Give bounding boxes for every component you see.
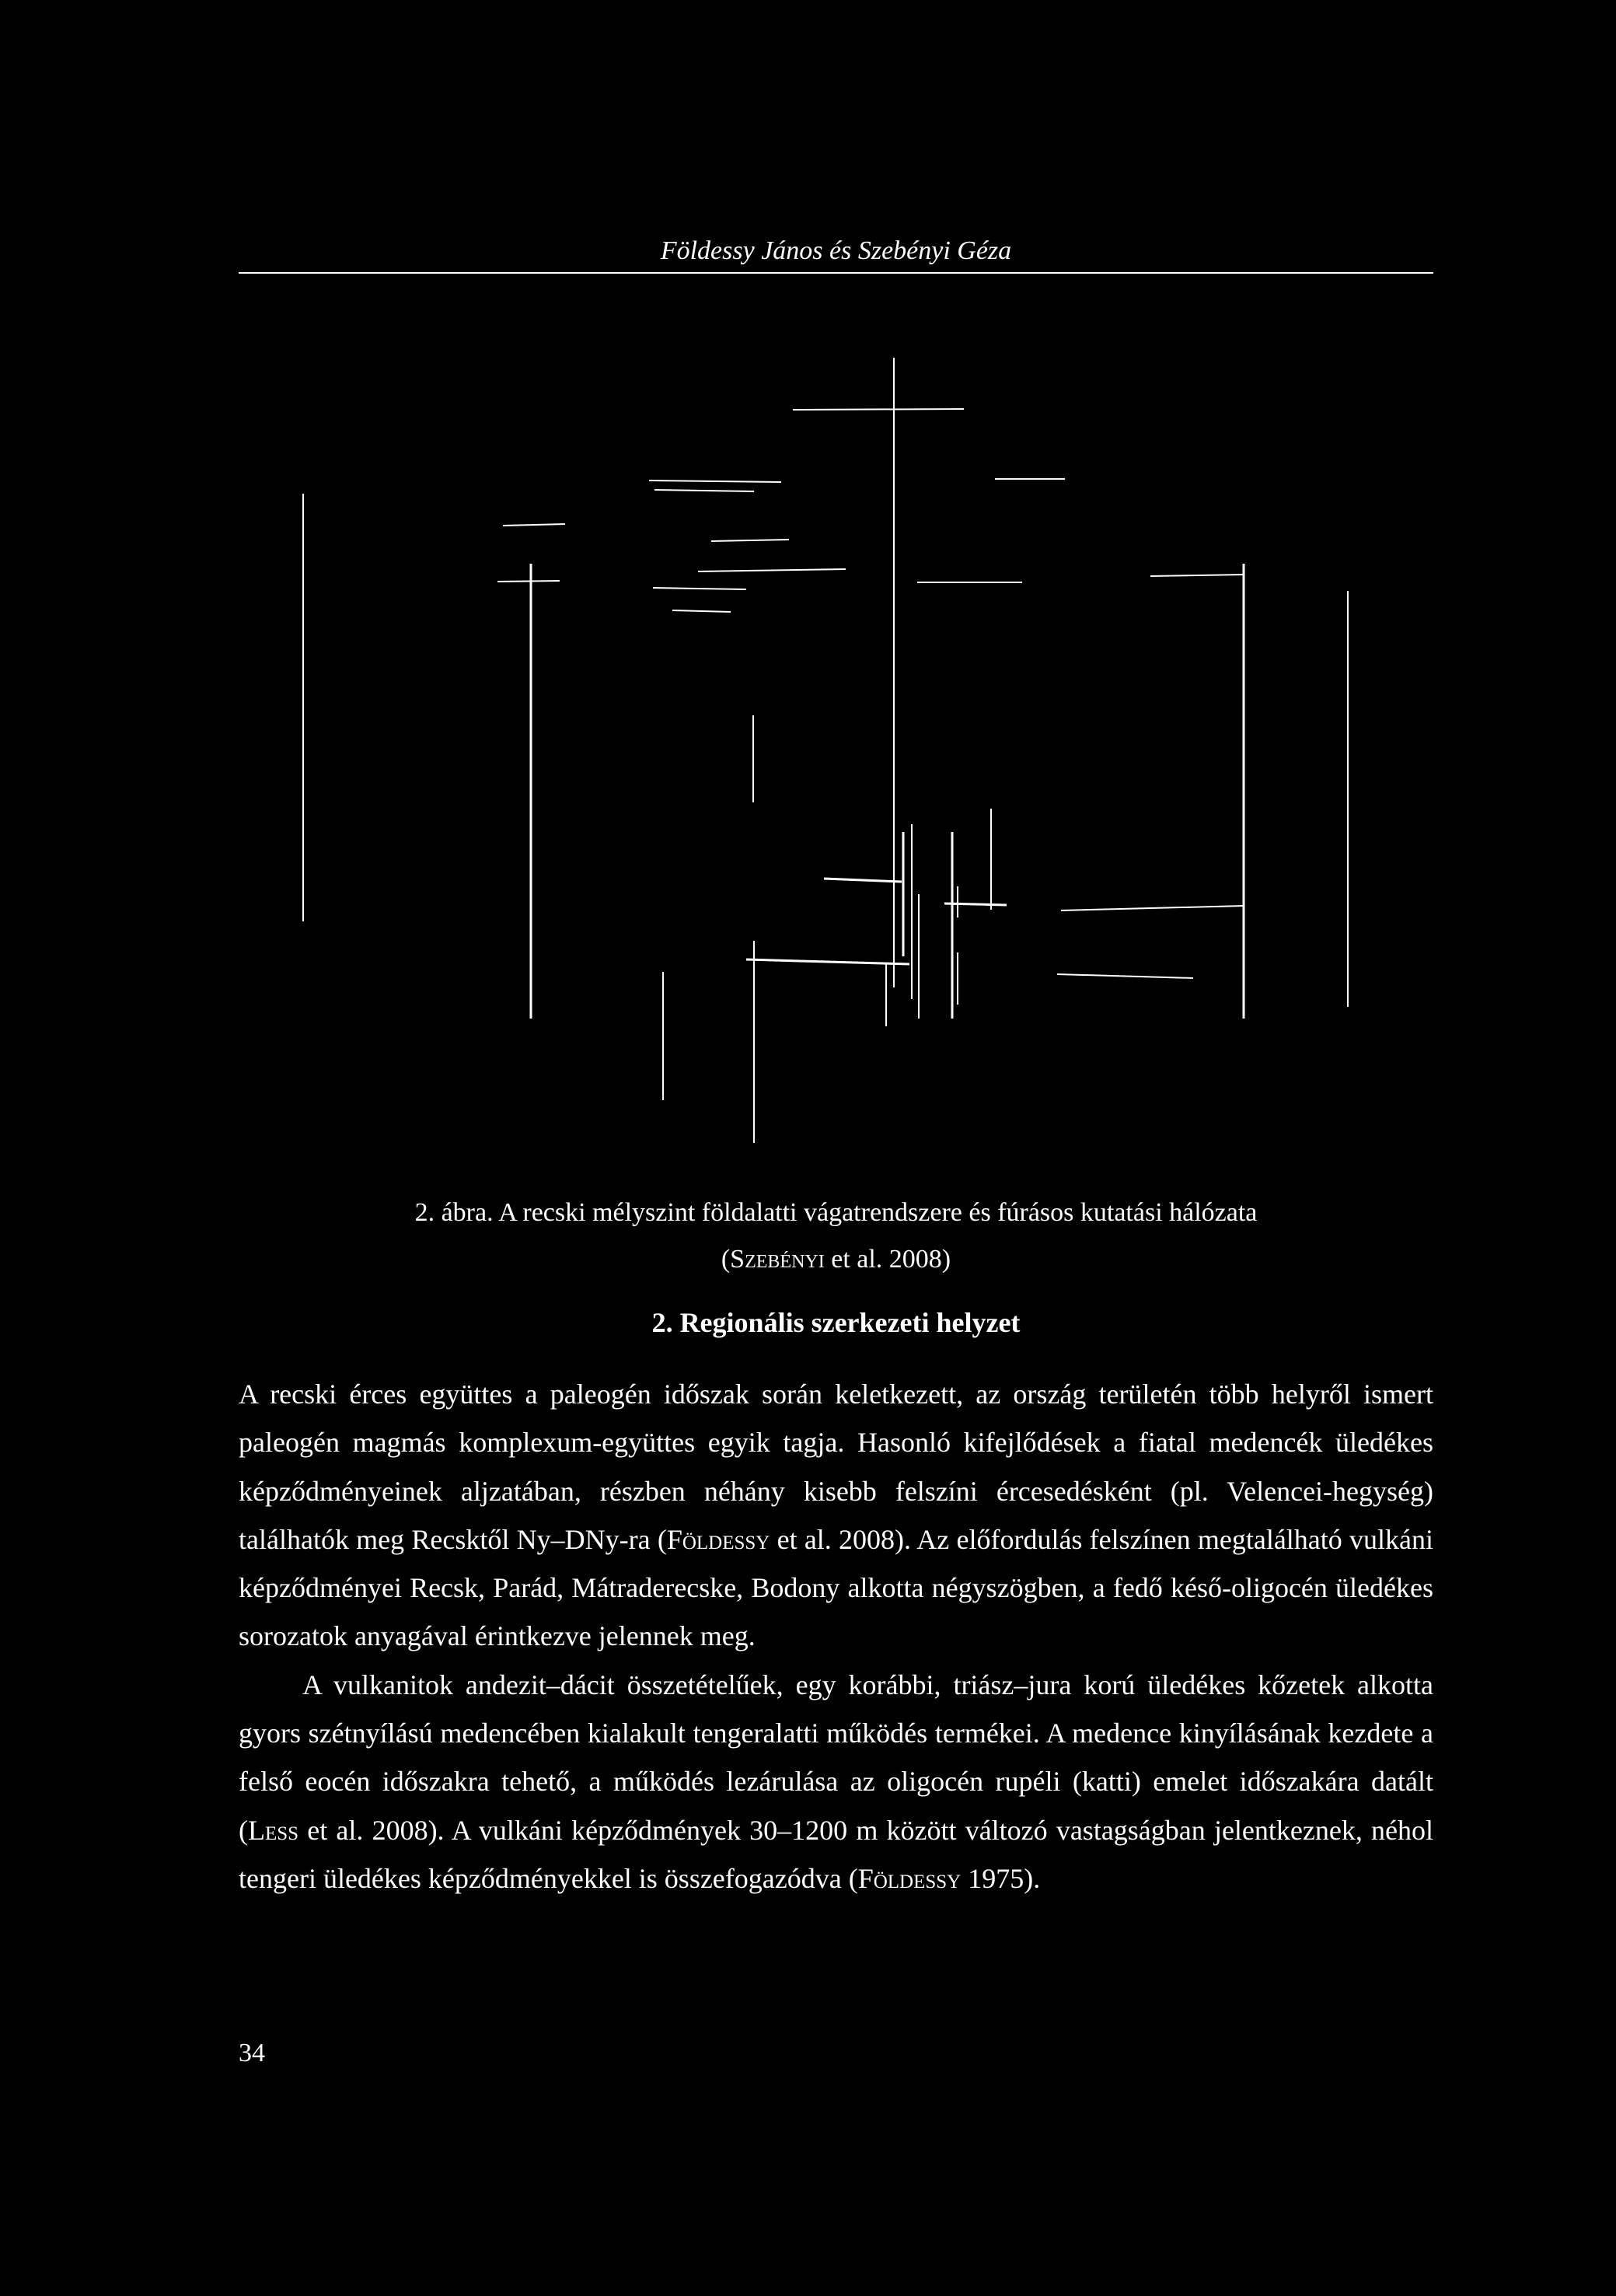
drift-line <box>824 879 902 882</box>
drift-line <box>1150 575 1244 576</box>
caption-line-2 <box>239 1236 1433 1283</box>
citation-author: Less <box>248 1814 299 1846</box>
caption-line-1: 2. ábra. A recski mélyszint földalatti vágatrendszere és fúrásos kutatási hálózata <box>414 1198 1258 1227</box>
paragraph-1 <box>239 1370 1433 1661</box>
drift-line <box>653 588 746 589</box>
page-number: 34 <box>239 2039 265 2067</box>
drift-line <box>497 581 560 582</box>
drift-line <box>1061 906 1244 910</box>
drift-line <box>649 481 781 482</box>
caption-rest: et al. 2008) <box>824 1245 951 1274</box>
paragraph-2 <box>239 1661 1433 1903</box>
caption-author: Szebényi <box>730 1245 825 1274</box>
drift-line <box>1057 974 1193 978</box>
figure-caption <box>239 1190 1433 1283</box>
citation-author: Földessy <box>666 1523 770 1555</box>
paragraph-2-text-end: 1975). <box>961 1862 1041 1894</box>
paragraph-1-text: A recski érces együttes a paleogén időszak során keletkezett, az ország területén több helyről ismert paleogén magmás komplexum-együttes egyik tagja. Hasonló kifejlődések a fiatal medencék üledékes képződményeinek aljzatában, részben néhány kisebb felszíni ércesedésként (pl. Velencei-hegység) találhatók meg Recsktől Ny–DNy-ra ( <box>239 1379 1433 1555</box>
paragraph-1-text-end: et al. 2008). Az előfordulás felszínen megtalálható vulkáni képződményei Recsk, Parád, Mátraderecske, Bodony alkotta négyszögben, a fedő késő-oligocén üledékes sorozatok anyagával érintkezve jelennek meg. <box>239 1523 1434 1652</box>
drift-line <box>711 540 789 541</box>
citation-author: Földessy <box>857 1862 962 1894</box>
caption-open: ( <box>721 1245 731 1274</box>
body-text <box>239 1370 1433 1903</box>
drift-line <box>672 610 731 612</box>
paragraph-2-text-mid: et al. 2008). A vulkáni képződmények 30–1200 m között változó vastagságban jelentkeznek, néhol tengeri üledékes képződményekkel is összefogazódva ( <box>239 1814 1433 1894</box>
drift-line <box>793 409 964 410</box>
running-header: Földessy János és Szebényi Géza <box>660 236 1012 265</box>
paragraph-2-text: A vulkanitok andezit–dácit összetételűek, egy korábbi, triász–jura korú üledékes kőzetek alkotta gyors szétnyílású medencében kialakult tengeralatti működés termékei. A medence kinyílásának kezdete a felső eocén időszakra tehető, a működés lezárulása az oligocén rupéli (katti) emelet időszakára datált ( <box>239 1669 1433 1846</box>
section-title: 2. Regionális szerkezeti helyzet <box>651 1307 1021 1338</box>
drift-line <box>698 569 846 571</box>
drift-line <box>944 903 1007 905</box>
drill-network-diagram <box>288 350 1368 1151</box>
drift-line <box>746 959 909 964</box>
drift-line <box>503 524 565 526</box>
figure-drill-network <box>288 350 1368 1151</box>
drift-line <box>654 490 754 491</box>
header-rule <box>239 272 1433 274</box>
